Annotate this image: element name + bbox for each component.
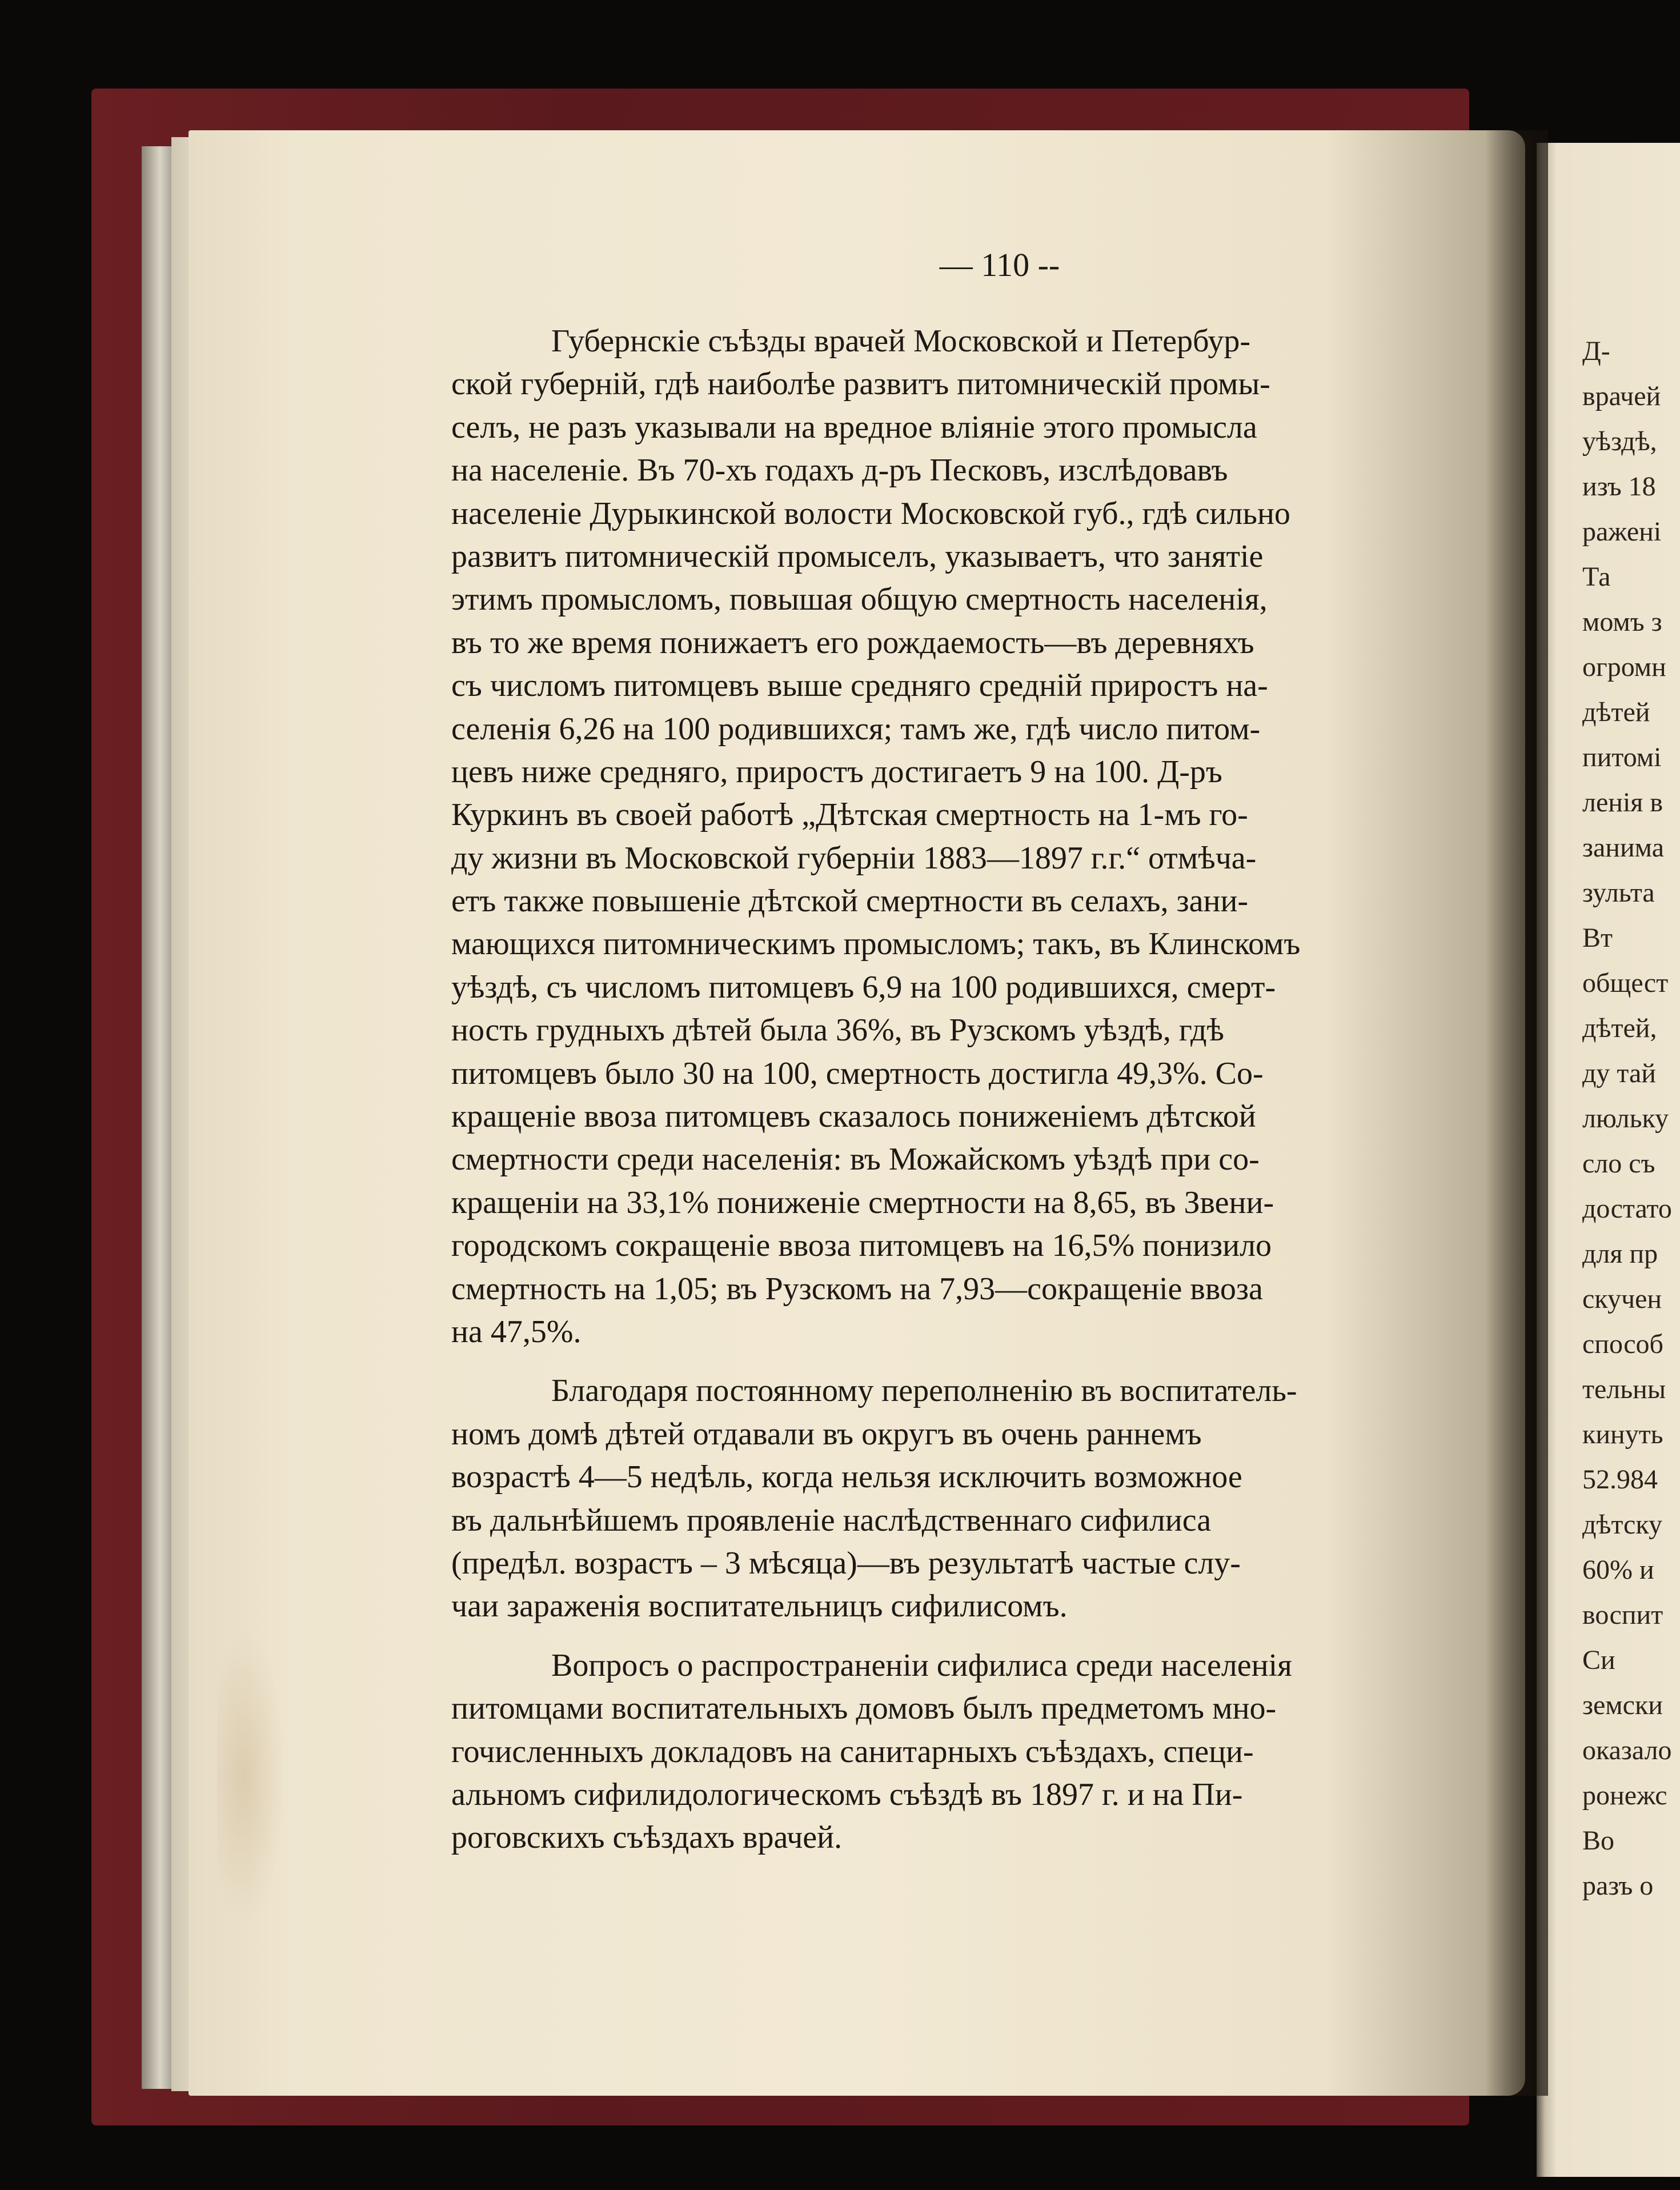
text-line: цевъ ниже средняго, приростъ достигаетъ 9 на 100. Д-ръ: [451, 754, 1222, 790]
text-line: питомцами воспитательныхъ домовъ былъ предметомъ мно-: [451, 1691, 1277, 1727]
text-line: уѣздѣ, съ числомъ питомцевъ 6,9 на 100 родившихся, смерт-: [451, 969, 1276, 1005]
right-page-line: дѣтей: [1582, 697, 1650, 727]
right-page-line: уѣздѣ,: [1582, 426, 1657, 457]
right-page-line: дѣтску: [1582, 1510, 1662, 1540]
right-page-line: разъ о: [1582, 1871, 1654, 1901]
text-line: въ то же время понижаетъ его рождаемость—въ деревняхъ: [451, 624, 1254, 660]
text-line: номъ домѣ дѣтей отдавали въ округъ въ очень раннемъ: [451, 1416, 1202, 1452]
right-page-line: Д-: [1582, 336, 1610, 366]
text-line: ность грудныхъ дѣтей была 36%, въ Рузскомъ уѣздѣ, гдѣ: [451, 1012, 1224, 1048]
text-line: мающихся питомническимъ промысломъ; такъ, въ Клинскомъ: [451, 926, 1301, 962]
right-page-line: общест: [1582, 968, 1669, 998]
text-line: роговскихъ съѣздахъ врачей.: [451, 1820, 843, 1856]
right-page-line: Си: [1582, 1645, 1615, 1675]
text-line: на 47,5%.: [451, 1314, 582, 1350]
text-line: Благодаря постоянному переполненію въ воспитатель-: [551, 1373, 1297, 1409]
right-page-line: ду тай: [1582, 1058, 1656, 1088]
right-page-line: оказало: [1582, 1735, 1672, 1765]
page-number: — 110 --: [939, 246, 1060, 283]
text-line: городскомъ сокращеніе ввоза питомцевъ на 16,5% понизило: [451, 1228, 1272, 1264]
right-page-line: скучен: [1582, 1284, 1662, 1314]
right-page-line: изъ 18: [1582, 471, 1656, 502]
text-line: питомцевъ было 30 на 100, смертность достигла 49,3%. Со-: [451, 1055, 1264, 1091]
text-line: возрастѣ 4—5 недѣль, когда нельзя исключить возможное: [451, 1459, 1242, 1495]
right-page-line: раженi: [1582, 517, 1662, 547]
right-page-line: достато: [1582, 1194, 1672, 1224]
right-page-line: ленія в: [1582, 787, 1663, 818]
text-line: гочисленныхъ докладовъ на санитарныхъ съѣздахъ, специ-: [451, 1733, 1254, 1769]
right-page-line: Во: [1582, 1825, 1615, 1856]
right-page-line: 60% и: [1582, 1555, 1654, 1585]
paragraph-gap: [451, 1354, 1531, 1370]
text-line: Вопросъ о распространеніи сифилиса среди населенія: [551, 1647, 1292, 1683]
text-line: населеніе Дурыкинской волости Московской губ., гдѣ сильно: [451, 495, 1290, 531]
text-line: развитъ питомническій промыселъ, указываетъ, что занятіе: [451, 538, 1264, 574]
text-line: Губернскіе съѣзды врачей Московской и Петербур-: [551, 323, 1250, 359]
right-page-line: люльку: [1582, 1103, 1669, 1134]
text-line: ской губерній, гдѣ наиболѣе развитъ питомническій промы-: [451, 366, 1270, 402]
text-line: (предѣл. возрастъ – 3 мѣсяца)—въ результатѣ частые слу-: [451, 1545, 1241, 1581]
text-line: Куркинъ въ своей работѣ „Дѣтская смертность на 1-мъ го-: [451, 797, 1248, 833]
text-line: селъ, не разъ указывали на вредное вліяніе этого промысла: [451, 409, 1257, 445]
text-line: съ числомъ питомцевъ выше средняго средній приростъ на-: [451, 668, 1268, 704]
right-page-line: способ: [1582, 1329, 1663, 1359]
text-line: смертности среди населенія: въ Можайскомъ уѣздѣ при со-: [451, 1142, 1260, 1178]
right-page-line: для пр: [1582, 1239, 1658, 1269]
paper-stain: [217, 1628, 286, 1925]
text-line: етъ также повышеніе дѣтской смертности въ селахъ, зани-: [451, 883, 1249, 919]
text-line: этимъ промысломъ, повышая общую смертность населенія,: [451, 582, 1268, 618]
paragraph-gap: [451, 1628, 1531, 1644]
right-page-line: тельны: [1582, 1374, 1666, 1404]
right-page-line: земски: [1582, 1690, 1663, 1720]
right-page-line: огромн: [1582, 652, 1666, 682]
right-page-line: Та: [1582, 562, 1611, 592]
right-page-line: занима: [1582, 832, 1664, 863]
text-line: альномъ сифилидологическомъ съѣздѣ въ 1897 г. и на Пи-: [451, 1776, 1243, 1812]
text-line: смертность на 1,05; въ Рузскомъ на 7,93—сокращеніе ввоза: [451, 1271, 1263, 1307]
page-body-text: [451, 320, 1531, 1937]
text-line: кращеніи на 33,1% пониженіе смертности на 8,65, въ Звени-: [451, 1184, 1274, 1220]
right-page-line: Вт: [1582, 923, 1613, 953]
right-page-line: врачей: [1582, 381, 1661, 411]
right-page-text: [1582, 329, 1680, 1968]
text-line: въ дальнѣйшемъ проявленіе наслѣдственнаго сифилиса: [451, 1502, 1212, 1538]
text-line: ду жизни въ Московской губерніи 1883—1897 г.г.“ отмѣча-: [451, 840, 1257, 876]
text-line: кращеніе ввоза питомцевъ сказалось пониженіемъ дѣтской: [451, 1099, 1256, 1135]
right-page-line: кинуть: [1582, 1419, 1663, 1450]
right-page-line: ронежс: [1582, 1780, 1667, 1811]
right-page-line: дѣтей,: [1582, 1013, 1657, 1043]
text-line: на населеніе. Въ 70-хъ годахъ д-ръ Песковъ, изслѣдовавъ: [451, 453, 1228, 489]
right-page-line: момъ з: [1582, 607, 1662, 637]
text-line: чаи зараженія воспитательницъ сифилисомъ.: [451, 1588, 1068, 1624]
right-page-line: воспит: [1582, 1600, 1663, 1630]
right-page-line: питомі: [1582, 742, 1662, 772]
right-page-line: зульта: [1582, 878, 1655, 908]
right-page-line: сло съ: [1582, 1148, 1655, 1179]
right-page-line: 52.984: [1582, 1464, 1658, 1495]
text-line: селенія 6,26 на 100 родившихся; тамъ же, гдѣ число питом-: [451, 711, 1261, 747]
